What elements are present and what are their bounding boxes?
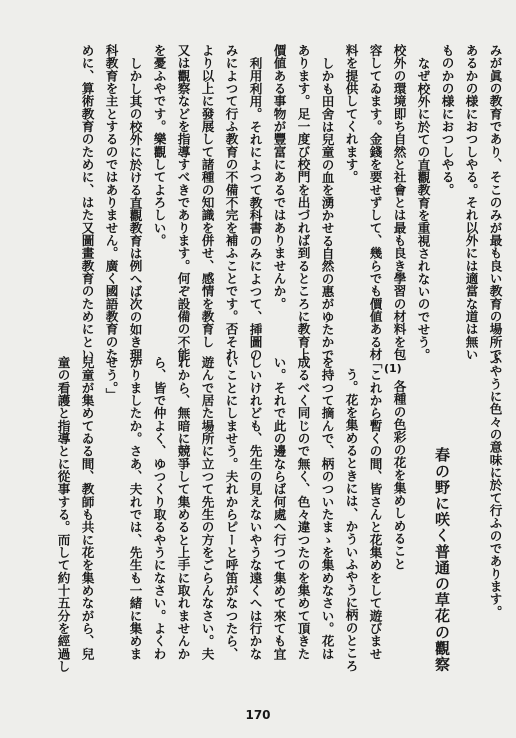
lower-column: 遊んで居た場所に立つて先生の方をごらんなさい。夫	[199, 356, 215, 660]
upper-column: あります。足一度び校門を出づれば到るところに教育上	[295, 44, 311, 361]
lower-column: 各種の色彩の花を集めしめること	[391, 380, 407, 570]
lower-column: ら、皆で仲よく、ゆつくり取るやうになさい。よくわ	[151, 356, 167, 660]
lower-column: を持つて摘んで、柄のついたまゝを集めなさい。花は	[319, 356, 335, 660]
upper-column: を憂ふやです。樂觀してよろしい。	[151, 44, 167, 247]
lower-column: かりましたか。さあ、夫れでは、先生も一緒に集めま	[127, 356, 143, 660]
section-number: (1)	[384, 362, 402, 375]
lower-column: ふやうに色々の意味に於て行ふのであります。	[487, 352, 503, 618]
upper-column: 利用利用。それによつて教科書のみによつて、揷圖の	[247, 57, 263, 361]
upper-column: みによつて行ふ教育の不備不完を補ふことです。否それ	[223, 44, 239, 361]
upper-column: 價値ある事物が豐富にあるではありませんか。	[271, 44, 287, 310]
upper-column: しかも田舍は兒童の血を湧かせる自然の惠がゆたかで	[319, 57, 335, 361]
lower-column: いことにしませう。夫れからピーと呼笛がなつたら、	[223, 356, 239, 660]
upper-column: みが眞の教育であり、そこのみが最も良い教育の場所で	[487, 44, 503, 361]
upper-column: 料を提供してくれます。	[343, 44, 359, 184]
upper-column: めに、算術教育のために、はた又圖畫教育のためにとい	[79, 44, 95, 361]
lower-column: い。それで此の邊ならば何處へ行つて集めて來ても宜	[271, 356, 287, 660]
upper-column: あるかの様におつしやる。それ以外には適當な道は無い	[463, 44, 479, 361]
lower-column: 「これから暫くの間、皆さんと花集めをして遊びませ	[367, 356, 383, 660]
lower-column: せう。」	[103, 356, 119, 401]
upper-column: なぜ校外に於ての直觀教育を重視されないのでせう。	[415, 57, 431, 361]
section-heading: 春の野に咲く普通の草花の觀察	[433, 447, 451, 673]
lower-column: 成るべく同じので無く、色々違つたのを集めて頂きた	[295, 356, 311, 660]
upper-column: より以上に發展して諸種の知識を併せ、感情を教育し	[199, 44, 215, 348]
upper-column: 科教育を主とするのではありません。廣く國語教育のた	[103, 44, 119, 361]
upper-column: 又は觀察などを指導すべきであります。何ぞ設備の不能	[175, 44, 191, 361]
lower-column: しいけれども、先生の見えないやうな遠くへは行かな	[247, 356, 263, 660]
upper-column: 校外の環境即ち自然と社會とは最も良き學習の材料を包	[391, 44, 407, 361]
lower-column: う。花を集めるときには、かういふやうに柄のところ	[343, 368, 359, 672]
upper-column: しかし其の校外に於ける直觀教育は例へば次の如き理	[127, 57, 143, 361]
upper-column: ものかの様におつしやる。	[439, 44, 455, 196]
lower-column: 兒童が集めてゐる間、教師も共に花を集めながら、兒	[79, 356, 95, 660]
upper-column: 容してゐます。金錢を要せずして、幾らでも價値ある材	[367, 44, 383, 361]
page-number: 170	[245, 708, 271, 722]
lower-column: 童の看護と指導とに從事する。而して約十五分を經過し	[55, 356, 71, 673]
lower-column: れから、無暗に競爭して集めると上手に取れませんか	[175, 356, 191, 660]
